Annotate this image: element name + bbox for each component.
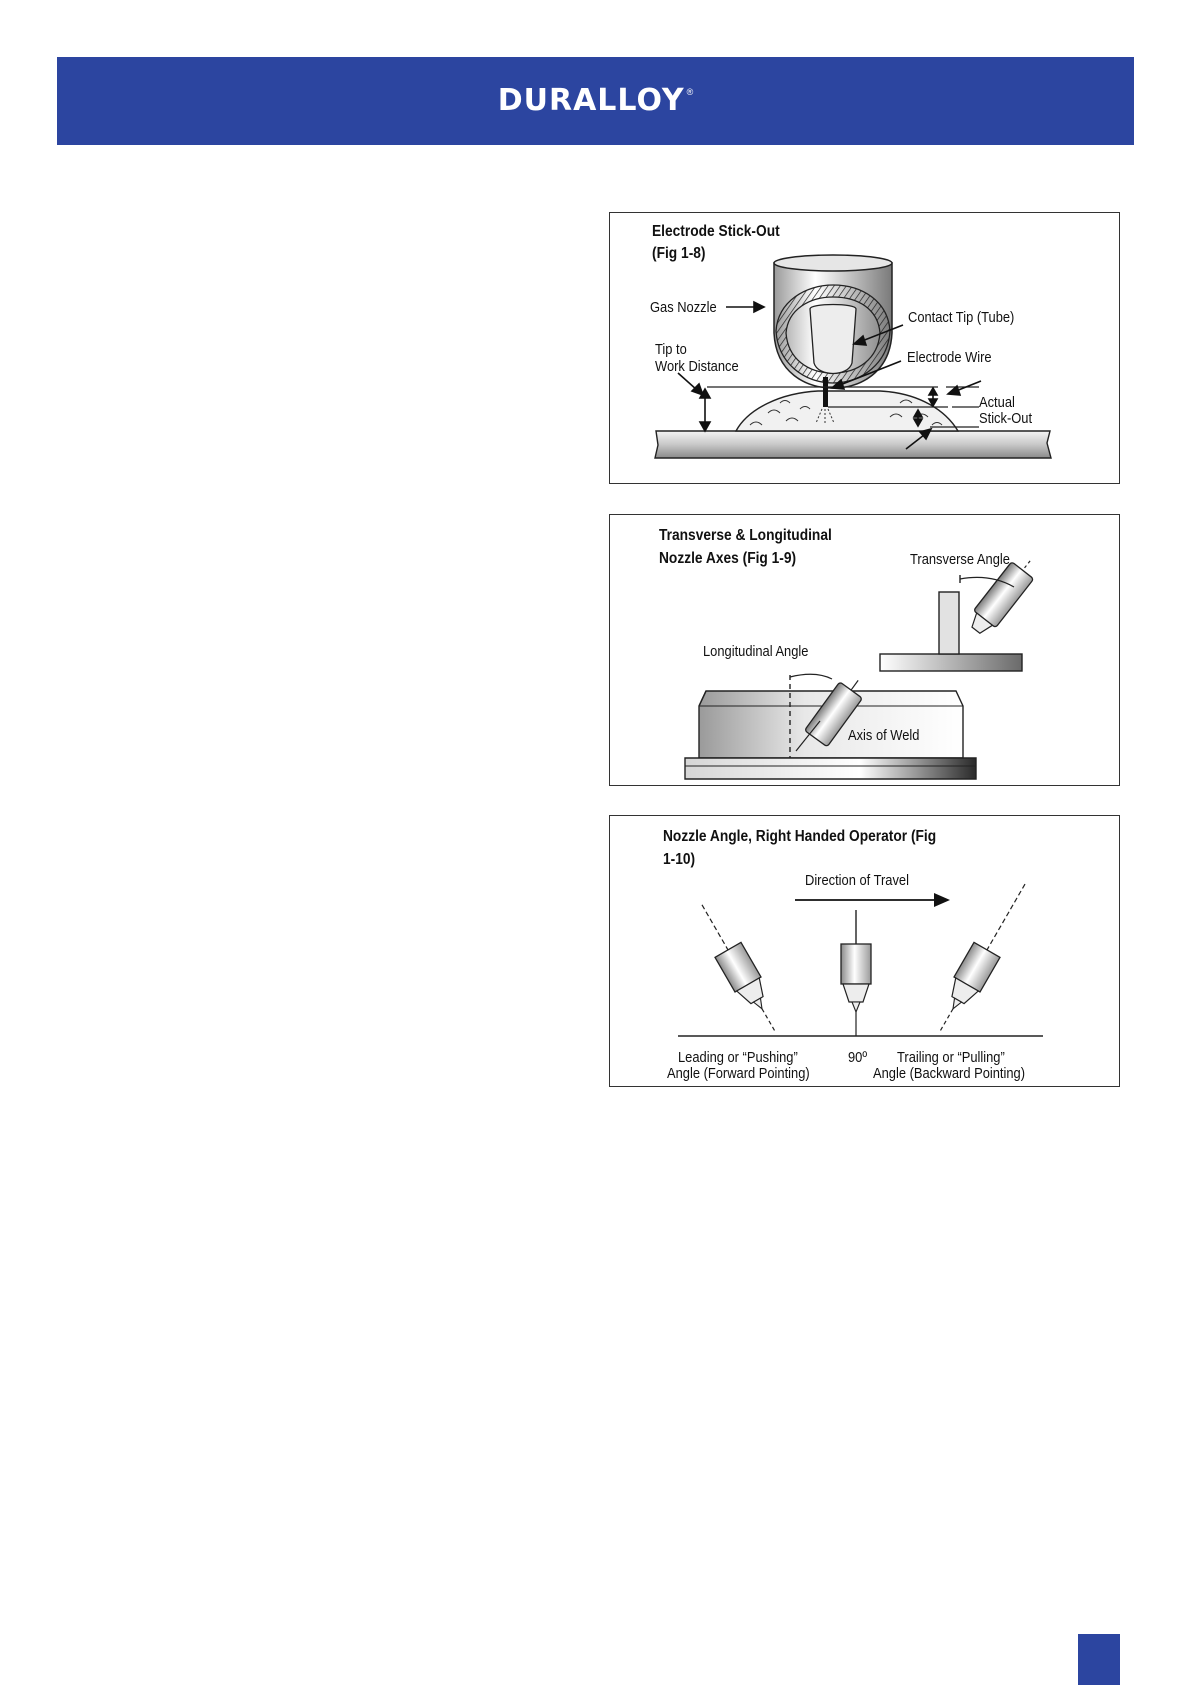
direction-arrow bbox=[795, 893, 950, 907]
label-contact-tip: Contact Tip (Tube) bbox=[908, 309, 1015, 326]
label-direction-of-travel: Direction of Travel bbox=[805, 872, 909, 889]
page-corner-tab bbox=[1078, 1634, 1120, 1685]
brand-name: DURALLOY bbox=[497, 83, 685, 118]
electrode-wire bbox=[823, 377, 828, 407]
figure-title: Nozzle Angle, Right Handed Operator (Fig bbox=[663, 828, 937, 845]
figure-electrode-stick-out bbox=[609, 212, 1120, 484]
leading-gun bbox=[689, 897, 789, 1040]
label-longitudinal-angle: Longitudinal Angle bbox=[703, 643, 809, 660]
contact-tip bbox=[810, 305, 856, 374]
label-axis-of-weld: Axis of Weld bbox=[848, 727, 920, 744]
header-banner bbox=[57, 57, 1134, 145]
label-gas-nozzle: Gas Nozzle bbox=[650, 299, 717, 316]
label-leading-line2: Angle (Forward Pointing) bbox=[667, 1065, 810, 1082]
figure-title: Electrode Stick-Out bbox=[652, 223, 780, 240]
label-tip-to: Tip to bbox=[655, 341, 687, 358]
brand-logo bbox=[497, 83, 694, 118]
figure-title-line2: (Fig 1-8) bbox=[652, 245, 706, 262]
registered-mark: ® bbox=[686, 87, 694, 97]
label-trailing-line2: Angle (Backward Pointing) bbox=[873, 1065, 1026, 1082]
figure-title-line2: Nozzle Axes (Fig 1-9) bbox=[659, 550, 797, 567]
base-plate bbox=[655, 431, 1051, 458]
label-electrode-wire: Electrode Wire bbox=[907, 349, 992, 366]
label-stick-out: Stick-Out bbox=[979, 410, 1033, 427]
t-joint-web bbox=[939, 592, 959, 654]
figure-title-line2: 1-10) bbox=[663, 851, 696, 868]
weld-bead bbox=[736, 391, 958, 431]
label-transverse-angle: Transverse Angle bbox=[910, 551, 1010, 568]
label-ninety-degrees: 90º bbox=[848, 1049, 868, 1066]
label-actual: Actual bbox=[979, 394, 1015, 411]
base-plate bbox=[685, 758, 976, 779]
center-gun bbox=[841, 910, 871, 1036]
figure-nozzle-axes bbox=[609, 514, 1120, 786]
t-joint-base bbox=[880, 654, 1022, 671]
figure-nozzle-angle bbox=[609, 815, 1120, 1087]
figure-title: Transverse & Longitudinal bbox=[659, 527, 832, 544]
label-leading-line1: Leading or “Pushing” bbox=[678, 1049, 798, 1066]
label-work-distance: Work Distance bbox=[655, 358, 739, 375]
label-trailing-line1: Trailing or “Pulling” bbox=[897, 1049, 1005, 1066]
